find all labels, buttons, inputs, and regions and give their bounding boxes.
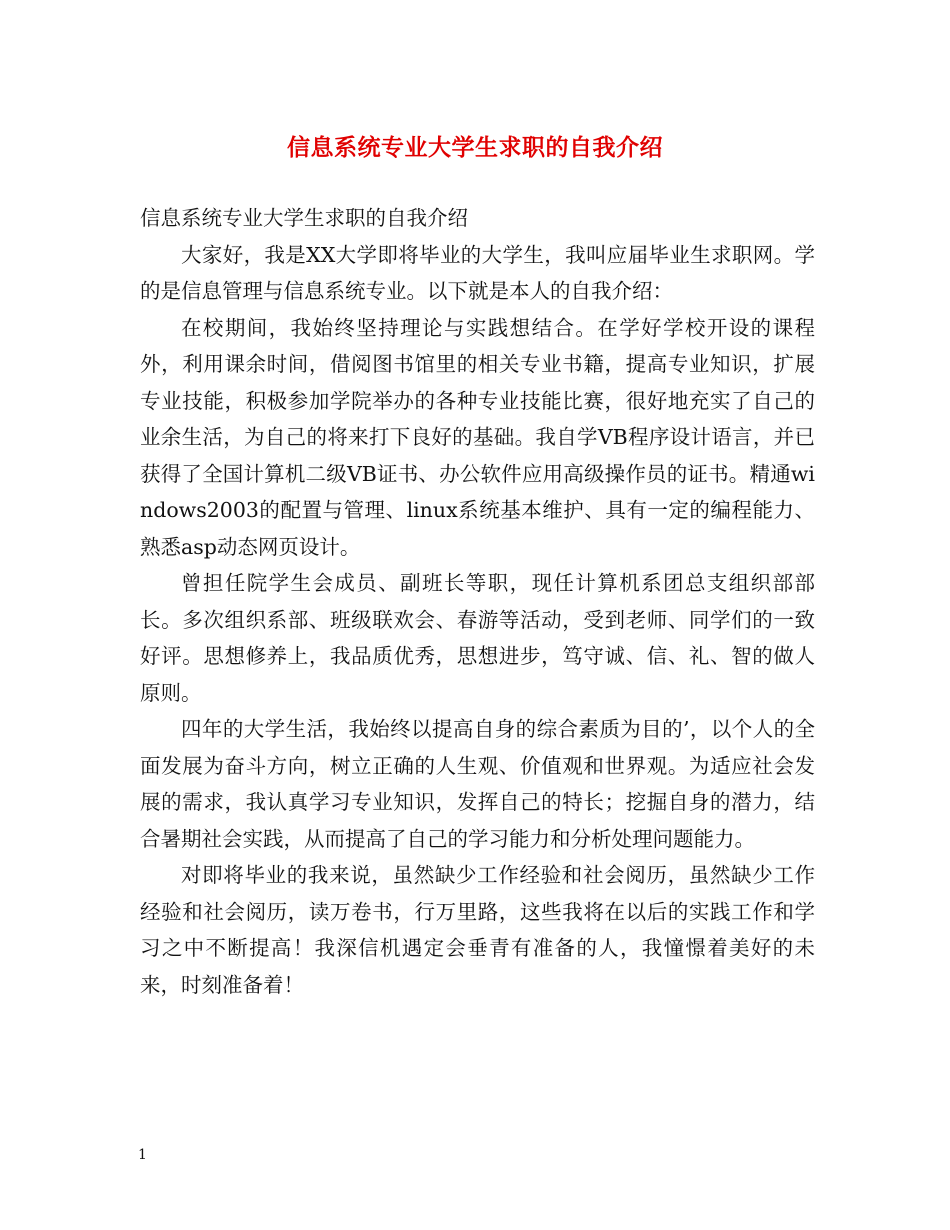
document-title: 信息系统专业大学生求职的自我介绍	[287, 134, 663, 161]
paragraph-intro: 大家好，我是XX大学即将毕业的大学生，我叫应届毕业生求职网。学的是信息管理与信息系统专业。以下就是本人的自我介绍：	[140, 242, 815, 303]
paragraph-conclusion: 对即将毕业的我来说，虽然缺少工作经验和社会阅历，虽然缺少工作经验和社会阅历，读万卷书，行万里路，这些我将在以后的实践工作和学习之中不断提高！我深信机遇定会垂青有准备的人，我憧憬着美好的未来，时刻准备着！	[140, 863, 815, 997]
paragraph-university-life: 四年的大学生活，我始终以提高自身的综合素质为目的’，以个人的全面发展为奋斗方向，树立正确的人生观、价值观和世界观。为适应社会发展的需求，我认真学习专业知识，发挥自己的特长；挖掘自身的潜力，结合暑期社会实践，从而提高了自己的学习能力和分析处理问题能力。	[140, 717, 815, 851]
document-body	[140, 200, 815, 1003]
document-subtitle: 信息系统专业大学生求职的自我介绍	[140, 206, 468, 230]
paragraph-activities: 曾担任院学生会成员、副班长等职，现任计算机系团总支组织部部长。多次组织系部、班级联欢会、春游等活动，受到老师、同学们的一致好评。思想修养上，我品质优秀，思想进步，笃守诚、信、礼、智的做人原则。	[140, 571, 815, 705]
paragraph-study: 在校期间，我始终坚持理论与实践想结合。在学好学校开设的课程外，利用课余时间，借阅图书馆里的相关专业书籍，提高专业知识，扩展专业技能，积极参加学院举办的各种专业技能比赛，很好地充实了自己的业余生活，为自己的将来打下良好的基础。我自学VB程序设计语言，并已获得了全国计算机二级VB证书、办公软件应用高级操作员的证书。精通windows2003的配置与管理、linux系统基本维护、具有一定的编程能力、熟悉asp动态网页设计。	[140, 315, 815, 559]
page-number: 1	[138, 1147, 147, 1163]
